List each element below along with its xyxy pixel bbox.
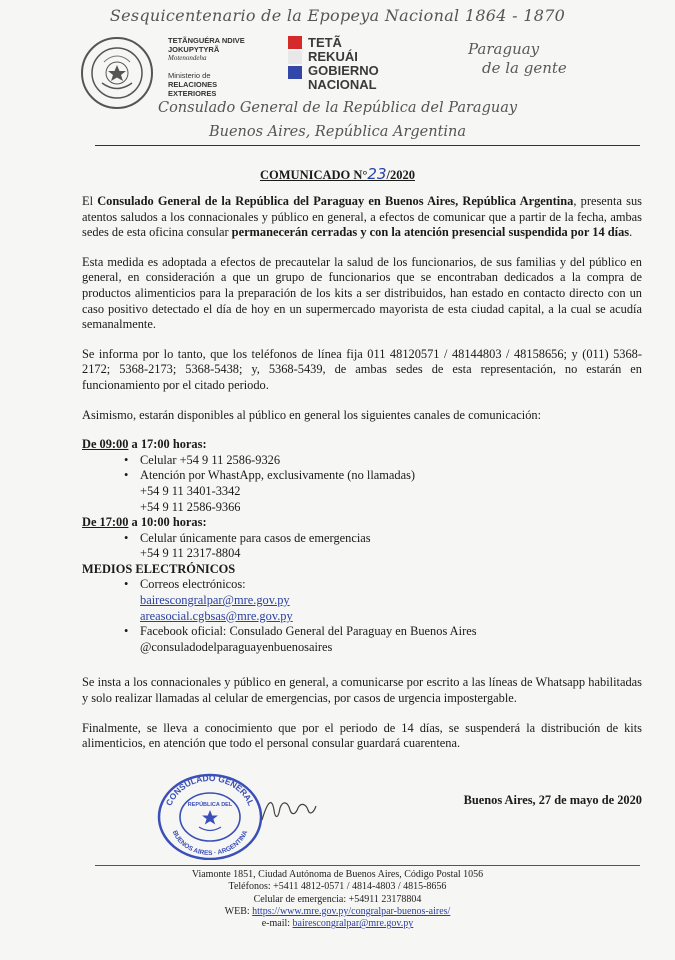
gov-line-2: REKUÁI (308, 49, 358, 64)
gov-line-4: NACIONAL (308, 77, 377, 92)
consulado-header: Consulado General de la República del Paraguay (157, 100, 518, 116)
footer-web-link[interactable]: https://www.mre.gov.py/congralpar-buenos-aires/ (252, 905, 451, 917)
footer-web-label: WEB: (224, 905, 253, 917)
header-divider (95, 145, 640, 146)
consulate-stamp-icon (155, 770, 265, 860)
mre-line-2: JOKUPYTYRÃ (168, 45, 220, 54)
p1-text-3: . (629, 225, 633, 240)
gobierno-nacional-logo (288, 36, 418, 92)
flag-icon (288, 36, 302, 79)
p1-text-1: El (82, 194, 98, 208)
mre-line-6: EXTERIORES (168, 89, 217, 98)
title-prefix: COMUNICADO N° (260, 168, 368, 182)
footer-email-label: e-mail: (261, 918, 293, 930)
document-body (82, 194, 642, 766)
footer-emergency: Celular de emergencia: +54911 23178804 (253, 893, 422, 905)
schedule-1-title-b: a 17:00 horas: (128, 437, 207, 452)
sesquicentenario-banner: Sesquicentenario de la Epopeya Nacional 1864 - 1870 (109, 6, 566, 25)
signature-scribble (258, 790, 318, 830)
contact-channels (82, 437, 642, 655)
schedule-2-title-b: a 10:00 horas: (128, 515, 207, 530)
schedule-1-whatsapp: • Atención por WhastApp, exclusivamente (no llamadas) (82, 468, 642, 484)
email-link-2[interactable]: areasocial.cgbsas@mre.gov.py (140, 608, 293, 623)
paragraph-4: Asimismo, estarán disponibles al público en general los siguientes canales de comunicación: (82, 407, 542, 422)
title-suffix: /2020 (386, 168, 415, 182)
mre-line-3: Motenondeha (168, 54, 207, 62)
p1-bold-2: permanecerán cerradas y con la atención presencial suspendida por 14 días (231, 225, 630, 240)
paragraph-3: Se informa por lo tanto, que los teléfonos de línea fija 011 48120571 / 48144803 / 48158656; y (011) 5368-2172; 5368-2173; 5368-5438; y, 5368-5439, de ambas sedes de esta representación, no estarán en funcionamiento por el citado periodo. (82, 346, 642, 392)
mre-line-5: RELACIONES (168, 80, 218, 89)
gov-line-3: GOBIERNO (308, 63, 379, 78)
schedule-1-title-a: De 09:00 (82, 437, 129, 452)
ministry-logo-text (168, 36, 278, 98)
footer-divider (95, 865, 640, 866)
whatsapp-number-2: +54 9 11 2586-9366 (140, 499, 241, 514)
stamp-middle-text: REPÚBLICA DEL (187, 802, 233, 808)
whatsapp-number-1: +54 9 11 3401-3342 (140, 483, 241, 498)
document-date: Buenos Aires, 27 de mayo de 2020 (463, 793, 642, 807)
paragraph-6: Finalmente, se lleva a conocimiento que por el periodo de 14 días, se suspenderá la distribución de kits alimenticios, en atención que todo el personal consular guardará cuarentena. (82, 720, 642, 751)
stamp-bottom-text: BUENOS AIRES · ARGENTINA (170, 829, 250, 858)
comunicado-title (0, 165, 675, 183)
schedule-2-title (82, 515, 642, 531)
facebook-label: • Facebook oficial: Consulado General del Paraguay en Buenos Aires (82, 624, 642, 640)
footer-email-link[interactable]: bairescongralpar@mre.gov.py (292, 918, 414, 930)
document-footer (0, 869, 675, 930)
emails-label: • Correos electrónicos: (82, 577, 642, 593)
p1-text-2: , presenta sus atentos saludos a los connacionales y público en general, a efectos de comunicar que a partir de la fecha, ambas sedes de esta oficina consular (82, 194, 642, 240)
mre-line-4: Ministerio de (168, 71, 211, 80)
paragraph-2: Esta medida es adoptada a efectos de precautelar la salud de los funcionarios, de sus familias y del público en general, en consideración a que un grupo de funcionarios que se encontraban dedicados a la compra de productos alimenticios para la preparación de los kits a ser distribuidos, han estado en contacto directo con un caso positivo detectado el día de hoy en un supermercado mayorista de esta ciudad capital, a la cual se acudía semanalmente. (82, 254, 642, 332)
slogan-line-1: Paraguay (468, 40, 540, 58)
p1-bold-1: Consulado General de la República del Paraguay en Buenos Aires, República Argentina (97, 194, 574, 208)
medios-electronicos-title: MEDIOS ELECTRÓNICOS (82, 561, 236, 576)
stamp-top-text: CONSULADO GENERAL (163, 772, 257, 808)
gov-line-1: TETÃ (308, 35, 342, 50)
emergency-number: +54 9 11 2317-8804 (140, 546, 241, 561)
paragraph-5: Se insta a los connacionales y público en general, a comunicarse por escrito a las líneas de Whatsapp habilitadas y solo realizar llamadas al celular de emergencias, por casos de urgencia impostergable. (82, 675, 642, 706)
paraguay-de-la-gente-slogan (468, 40, 598, 78)
title-number-handwritten: 23 (367, 165, 387, 183)
footer-web (0, 906, 675, 918)
slogan-line-2: de la gente (482, 59, 567, 77)
footer-address: Viamonte 1851, Ciudad Autónoma de Buenos Aires, Código Postal 1056 (191, 869, 484, 880)
schedule-2-title-a: De 17:00 (82, 515, 129, 530)
schedule-2-emergency: • Celular únicamente para casos de emergencias (82, 531, 642, 547)
ciudad-header: Buenos Aires, República Argentina (208, 124, 467, 140)
national-seal-icon (80, 36, 154, 110)
footer-email (0, 918, 675, 930)
footer-phones: Teléfonos: +5411 4812-0571 / 4814-4803 / 4815-8656 (228, 881, 447, 893)
email-link-1[interactable]: bairescongralpar@mre.gov.py (140, 593, 290, 608)
facebook-handle: @consuladodelparaguayenbuenosaires (140, 639, 333, 654)
schedule-1-celular: • Celular +54 9 11 2586-9326 (82, 453, 642, 469)
mre-line-1: TETÃNGUÉRA NDIVE (168, 36, 245, 45)
schedule-1-title (82, 437, 642, 453)
paragraph-1 (82, 194, 642, 241)
